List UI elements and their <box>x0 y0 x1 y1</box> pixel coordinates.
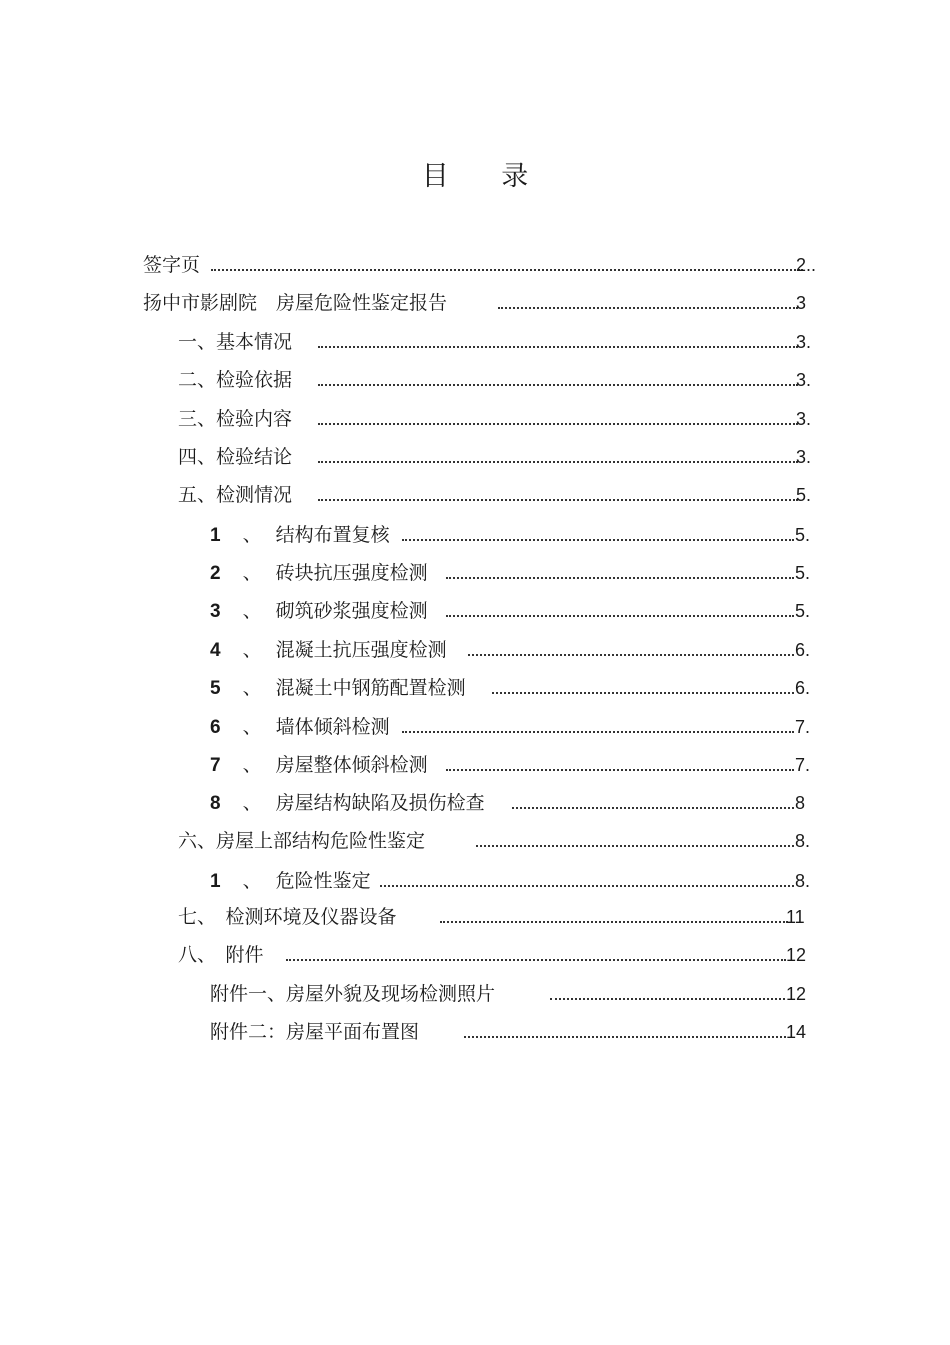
toc-page-number: 7. <box>795 755 811 775</box>
toc-entry-text: 房屋结构缺陷及损伤检查 <box>275 792 485 814</box>
toc-entry-separator: 、 <box>242 600 262 622</box>
toc-leader-dots <box>468 654 794 656</box>
toc-entry-separator: 、 <box>242 792 262 814</box>
toc-page-number: 6. <box>795 678 811 698</box>
toc-entry[interactable] <box>178 329 823 355</box>
toc-leader-dots <box>440 921 788 923</box>
toc-entry[interactable] <box>210 981 820 1007</box>
toc-leader-dots <box>286 959 786 961</box>
toc-page-number: 8. <box>795 871 811 891</box>
toc-entry-text: 墙体倾斜检测 <box>275 716 390 738</box>
toc-entry-text: 混凝土抗压强度检测 <box>275 639 447 661</box>
toc-leader-dots <box>446 615 794 617</box>
toc-entry-number: 6 <box>210 717 221 738</box>
toc-leader-dots <box>512 807 794 809</box>
toc-entry-text: 砌筑砂浆强度检测 <box>275 600 428 622</box>
toc-entry-text: 砖块抗压强度检测 <box>275 562 428 584</box>
toc-leader-dots <box>318 461 798 463</box>
toc-entry-number: 1 <box>210 525 221 546</box>
toc-leader-dots <box>318 423 798 425</box>
toc-leader-dots <box>402 731 794 733</box>
toc-entry-text: 混凝土中钢筋配置检测 <box>275 677 466 699</box>
toc-entry-number: 4 <box>210 640 221 661</box>
toc-entry[interactable] <box>143 252 823 278</box>
toc-entry-text: 签字页 <box>143 254 201 276</box>
toc-page-number: 5. <box>796 485 812 505</box>
toc-page-number: 3. <box>796 409 812 429</box>
toc-entry-text: 四、检验结论 <box>178 446 293 468</box>
toc-leader-dots <box>402 539 794 541</box>
toc-page-number: 3 <box>796 293 807 313</box>
toc-entry-text: 八、 附件 <box>178 944 264 966</box>
toc-entry[interactable] <box>210 752 820 778</box>
toc-page-number: 5. <box>795 601 811 621</box>
toc-page-number: 8. <box>795 831 811 851</box>
toc-entry[interactable] <box>178 942 823 968</box>
toc-leader-dots <box>318 499 798 501</box>
toc-entry-text: 扬中市影剧院 房屋危险性鉴定报告 <box>143 292 448 314</box>
toc-entry-text: 七、 检测环境及仪器设备 <box>178 906 397 928</box>
toc-entry[interactable] <box>210 1019 820 1045</box>
toc-entry-text: 五、检测情况 <box>178 484 293 506</box>
toc-leader-dots <box>464 1036 786 1038</box>
toc-page-number: 14 <box>786 1022 807 1042</box>
toc-leader-dots <box>476 845 794 847</box>
toc-entry[interactable] <box>210 560 820 586</box>
toc-entry[interactable] <box>210 868 820 894</box>
toc-leader-dots <box>211 269 803 271</box>
toc-page-number: 3. <box>796 447 812 467</box>
toc-entry-separator: 、 <box>242 562 262 584</box>
toc-leader-dots <box>492 692 794 694</box>
toc-entry-text: 危险性鉴定 <box>275 870 371 892</box>
toc-leader-dots <box>498 307 798 309</box>
toc-entry[interactable] <box>210 714 820 740</box>
toc-leader-dots <box>318 346 798 348</box>
toc-leader-dots <box>446 577 794 579</box>
toc-entry[interactable] <box>210 637 820 663</box>
toc-entry[interactable] <box>210 522 820 548</box>
toc-entry-number: 5 <box>210 678 221 699</box>
toc-page-number: 12 <box>786 984 807 1004</box>
toc-page-number: 3. <box>796 332 812 352</box>
toc-entry[interactable] <box>143 290 823 316</box>
toc-entry-text: 二、检验依据 <box>178 369 293 391</box>
toc-entry-separator: 、 <box>242 716 262 738</box>
toc-entry-text: 六、房屋上部结构危险性鉴定 <box>178 830 426 852</box>
toc-entry-separator: 、 <box>242 677 262 699</box>
toc-leader-dots <box>380 885 794 887</box>
toc-entry[interactable] <box>178 406 823 432</box>
toc-entry-separator: 、 <box>242 754 262 776</box>
toc-entry-text: 三、检验内容 <box>178 408 293 430</box>
toc-entry[interactable] <box>178 367 823 393</box>
toc-entry[interactable] <box>178 904 823 930</box>
toc-entry-separator: 、 <box>242 639 262 661</box>
toc-entry[interactable] <box>178 444 823 470</box>
toc-leader-dots <box>550 998 785 1000</box>
toc-page-number: 8 <box>795 793 806 813</box>
toc-page-number: 2.. <box>796 255 817 275</box>
toc-page-number: 5. <box>795 563 811 583</box>
toc-entry-separator: 、 <box>242 524 262 546</box>
toc-entry-number: 2 <box>210 563 221 584</box>
toc-entry-separator: 、 <box>242 870 262 892</box>
toc-entry-number: 3 <box>210 601 221 622</box>
toc-leader-dots <box>318 384 798 386</box>
toc-page-number: 11 <box>786 907 805 927</box>
toc-title: 目 录 <box>421 161 551 192</box>
toc-page-number: 6. <box>795 640 811 660</box>
toc-entry-text: 一、基本情况 <box>178 331 293 353</box>
toc-entry-text: 附件二：房屋平面布置图 <box>210 1021 420 1043</box>
toc-entry[interactable] <box>178 828 823 854</box>
toc-page-number: 7. <box>795 717 811 737</box>
toc-entry[interactable] <box>210 598 820 624</box>
toc-entry-text: 房屋整体倾斜检测 <box>275 754 428 776</box>
toc-entry-text: 结构布置复核 <box>275 524 390 546</box>
toc-page-number: 3. <box>796 370 812 390</box>
toc-entry-number: 1 <box>210 871 221 892</box>
toc-entry[interactable] <box>210 675 820 701</box>
toc-entry[interactable] <box>210 790 820 816</box>
toc-page-number: 12 <box>786 945 807 965</box>
toc-entry-number: 7 <box>210 755 221 776</box>
toc-page-number: 5. <box>795 525 811 545</box>
toc-leader-dots <box>446 769 794 771</box>
toc-entry-text: 附件一、房屋外貌及现场检测照片 <box>210 983 496 1005</box>
toc-entry[interactable] <box>178 482 823 508</box>
toc-entry-number: 8 <box>210 793 221 814</box>
